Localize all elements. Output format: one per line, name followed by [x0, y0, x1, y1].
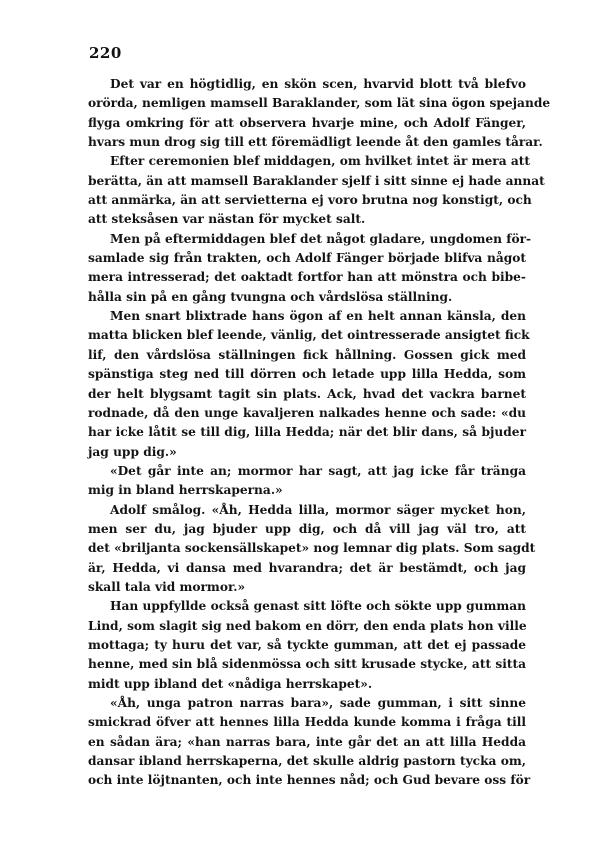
- text-line: matta blicken blef leende, vänlig, det ointresserade ansigtet fick: [88, 328, 530, 343]
- text-line: har icke låtit se till dig, lilla Hedda; när det blir dans, så bjuder: [88, 425, 526, 440]
- text-line: mera intresserad; det oaktadt fortfor han att mönstra och bibe-: [88, 270, 526, 285]
- text-line: jag upp dig.»: [88, 444, 177, 459]
- text-line: Efter ceremonien blef middagen, om hvilket intet är mera att: [110, 154, 530, 169]
- text-line: spänstiga steg ned till dörren och letade upp lilla Hedda, som: [88, 367, 526, 382]
- text-line: men ser du, jag bjuder upp dig, och då vill jag väl tro, att: [88, 521, 526, 536]
- text-line: Adolf smålog. «Åh, Hedda lilla, mormor säger mycket hon,: [110, 502, 526, 517]
- text-line: Han uppfyllde också genast sitt löfte och sökte upp gumman: [110, 599, 526, 614]
- text-line: midt upp ibland det «nådiga herrskapet».: [88, 676, 373, 691]
- text-line: det «briljanta sockensällskapet» nog lemnar dig plats. Som sagdt: [88, 541, 536, 556]
- text-line: berätta, än att mamsell Baraklander sjelf i sitt sinne ej hade annat: [88, 173, 545, 188]
- text-line: «Det går inte an; mormor har sagt, att jag icke får tränga: [110, 463, 526, 478]
- text-line: och inte löjtnanten, och inte hennes nåd; och Gud bevare oss för: [88, 773, 531, 788]
- text-line: en sådan ära; «han narras bara, inte går det an att lilla Hedda: [88, 734, 526, 749]
- text-line: hålla sin på en gång tvungna och vårdslösa ställning.: [88, 289, 453, 304]
- text-line: Men snart blixtrade hans ögon af en helt annan känsla, den: [110, 309, 526, 324]
- text-line: orörda, nemligen mamsell Baraklander, som lät sina ögon spejande: [88, 96, 551, 111]
- text-line: mottaga; ty huru det var, så tyckte gumman, att det ej passade: [88, 637, 526, 652]
- text-line: hvars mun drog sig till ett föremädligt leende åt den gamles tårar.: [88, 135, 543, 150]
- text-line: smickrad öfver att hennes lilla Hedda kunde komma i fråga till: [88, 715, 526, 730]
- page-number: 220: [89, 44, 122, 62]
- text-line: mig in bland herrskaperna.»: [88, 483, 283, 498]
- body-text: [88, 75, 551, 791]
- text-line: flyga omkring för att observera hvarje mine, och Adolf Fänger,: [88, 115, 526, 130]
- text-line: samlade sig från trakten, och Adolf Fänger började blifva något: [88, 251, 526, 266]
- text-line: Det var en högtidlig, en skön scen, hvarvid blott två blefvo: [110, 77, 526, 91]
- text-line: «Åh, unga patron narras bara», sade gumman, i sitt sinne: [110, 696, 526, 710]
- text-line: lif, den vårdslösa ställningen fick hållning. Gossen gick med: [88, 347, 526, 362]
- text-line: der helt blygsamt tagit sin plats. Ack, hvad det vackra barnet: [88, 386, 526, 401]
- text-line: skall tala vid mormor.»: [88, 579, 246, 594]
- text-line: rodnade, då den unge kavaljeren nalkades henne och sade: «du: [88, 405, 526, 420]
- text-line: är, Hedda, vi dansa med hvarandra; det är bestämdt, och jag: [88, 560, 526, 575]
- text-line: Men på eftermiddagen blef det något gladare, ungdomen för-: [110, 231, 532, 246]
- text-line: att anmärka, än att servietterna ej voro brutna nog konstigt, och: [88, 193, 532, 208]
- text-line: Lind, som slagit sig ned bakom en dörr, den enda plats hon ville: [88, 618, 527, 633]
- text-line: att steksåsen var nästan för mycket salt.: [88, 212, 366, 227]
- text-line: henne, med sin blå sidenmössa och sitt krusade stycke, att sitta: [88, 657, 526, 672]
- text-line: dansar ibland herrskaperna, det skulle aldrig pastorn tycka om,: [88, 754, 526, 769]
